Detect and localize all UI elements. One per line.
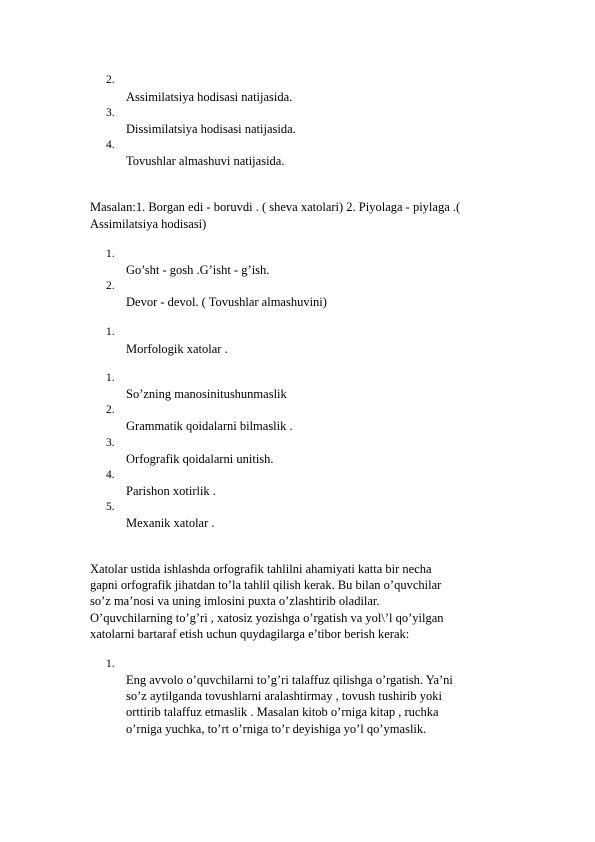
list-item-text: Orfografik qoidalarni unitish. [126,452,274,466]
list-item-number: 4. [106,469,115,481]
list-item-text: Mexanik xatolar . [126,516,215,530]
paragraph-line: gapni orfografik jihatdan to’la tahlil qilish kerak. Bu bilan o’quvchilar [90,578,442,592]
list-item-text: Go’sht - gosh .G’isht - g’ish. [126,263,270,277]
list-item-number: 1. [106,248,115,260]
list-item-text: Grammatik qoidalarni bilmaslik . [126,419,293,433]
paragraph-line: Xatolar ustida ishlashda orfografik tahlilni ahamiyati katta bir necha [90,562,432,576]
paragraph-line: xatolarni bartaraf etish uchun quydagilarga e’tibor berish kerak: [90,627,410,641]
paragraph-line: so’z ma’nosi va uning imlosini puxta o’zlashtirib oladilar. [90,594,380,608]
list-item-text: orttirib talaffuz etmaslik . Masalan kitob o’rniga kitap , ruchka [126,705,439,719]
list-item-text: Parishon xotirlik . [126,484,216,498]
list-item-text: Morfologik xatolar . [126,342,228,356]
list-item-number: 1. [106,658,115,670]
list-item-number: 4. [106,139,115,151]
list-item-text: Dissimilatsiya hodisasi natijasida. [126,122,296,136]
list-item-text: Eng avvolo o’quvchilarni to’g’ri talaffuz qilishga o’rgatish. Ya’ni [126,673,453,687]
list-item-number: 5. [106,501,115,513]
list-item-number: 2. [106,404,115,416]
paragraph-line: Masalan:1. Borgan edi - boruvdi . ( sheva xatolari) 2. Piyolaga - piylaga .( [90,200,461,214]
list-item-number: 2. [106,74,115,86]
list-item-text: o’rniga yuchka, to’rt o’rniga to’r deyishiga yo’l qo’ymaslik. [126,722,427,736]
list-item-number: 3. [106,107,115,119]
list-item-text: So’zning manosinitushunmaslik [126,387,287,401]
list-item-text: Tovushlar almashuvi natijasida. [126,154,285,168]
list-item-number: 1. [106,372,115,384]
list-item-number: 3. [106,437,115,449]
list-item-text: Assimilatsiya hodisasi natijasida. [126,90,293,104]
list-item-text: Devor - devol. ( Tovushlar almashuvini) [126,295,327,309]
list-item-text: so’z aytilganda tovushlarni aralashtirmay , tovush tushirib yoki [126,689,442,703]
paragraph-line: Assimilatsiya hodisasi) [90,217,207,231]
list-item-number: 1. [106,326,115,338]
paragraph-line: O’quvchilarning to’g’ri , xatosiz yozishga o’rgatish va yol\’l qo’yilgan [90,611,444,625]
list-item-number: 2. [106,280,115,292]
